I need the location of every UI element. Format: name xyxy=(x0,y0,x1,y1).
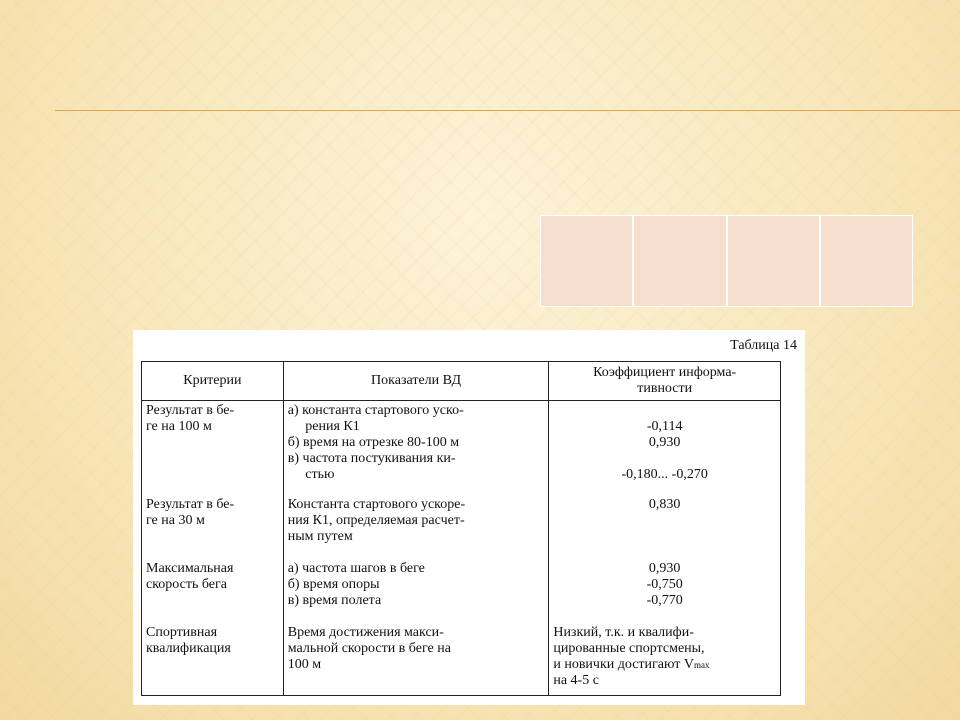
row-criterion: Максимальная скорость бега xyxy=(142,561,284,625)
table-caption: Таблица 14 xyxy=(730,338,797,353)
row-criterion: Спортивная квалификация xyxy=(142,625,284,696)
header-coefficient: Коэффициент информа- тивности xyxy=(549,362,781,401)
row-indicators: а) константа стартового уско- рения К1 б) время на отрезке 80-100 м в) частота постукивания ки- стью xyxy=(283,401,549,498)
row-value-subscript: max xyxy=(694,660,710,670)
decorative-cell xyxy=(634,216,725,306)
table-row xyxy=(142,401,781,498)
table-image xyxy=(133,330,805,705)
row-indicators: а) частота шагов в беге б) время опоры в) время полета xyxy=(283,561,549,625)
row-value-tail: на 4-5 с xyxy=(553,673,599,688)
table-row xyxy=(142,625,781,696)
title-underline xyxy=(55,110,960,111)
row-value-main: Низкий, т.к. и квалифи- цированные спортсмены, и новички достигают V xyxy=(553,625,705,672)
table-row xyxy=(142,497,781,561)
decorative-cell xyxy=(541,216,632,306)
row-criterion: Результат в бе- ге на 30 м xyxy=(142,497,284,561)
decorative-table xyxy=(540,215,913,307)
row-criterion: Результат в бе- ге на 100 м xyxy=(142,401,284,498)
row-value: 0,830 xyxy=(549,497,781,561)
decorative-cell xyxy=(821,216,912,306)
table-header-row xyxy=(142,362,781,401)
row-value: 0,930 -0,750 -0,770 xyxy=(549,561,781,625)
row-value: -0,114 0,930 -0,180... -0,270 xyxy=(549,401,781,498)
decorative-cell xyxy=(728,216,819,306)
row-indicators: Константа стартового ускоре- ния К1, определяемая расчет- ным путем xyxy=(283,497,549,561)
criteria-table xyxy=(141,361,781,696)
table-row xyxy=(142,561,781,625)
header-indicators: Показатели ВД xyxy=(283,362,549,401)
row-indicators: Время достижения макси- мальной скорости в беге на 100 м xyxy=(283,625,549,696)
row-value xyxy=(549,625,781,696)
header-criteria: Критерии xyxy=(142,362,284,401)
